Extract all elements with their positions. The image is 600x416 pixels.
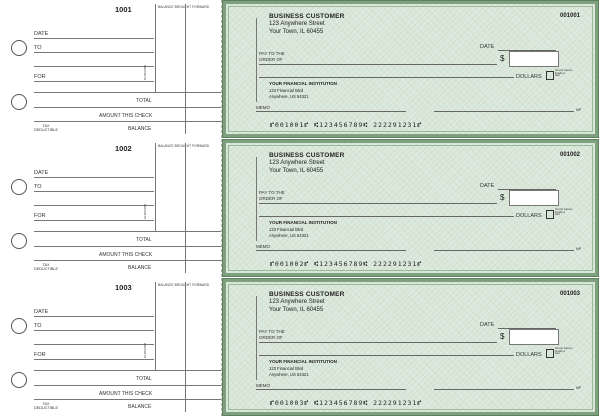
- bank-street: 123 Financial Blvd: [269, 366, 304, 371]
- bank-name: YOUR FINANCIAL INSTITUTION: [269, 359, 337, 364]
- stub-number: 1003: [115, 283, 132, 292]
- total-label: TOTAL: [136, 98, 152, 104]
- memo-label[interactable]: MEMO: [256, 244, 270, 249]
- memo-line: [256, 111, 406, 112]
- stub-line: [34, 107, 221, 108]
- stub-line: [34, 399, 221, 400]
- check-row-1: [0, 0, 600, 138]
- mp-label: MP: [576, 386, 582, 390]
- stub-line: [34, 177, 154, 178]
- stub-line: [34, 52, 154, 53]
- amount-words-line: [259, 216, 514, 217]
- stub-date-label[interactable]: DATE: [34, 170, 49, 176]
- date-label[interactable]: DATE: [480, 322, 495, 328]
- lock-icon: [546, 71, 554, 80]
- amount-box[interactable]: [509, 190, 559, 206]
- stub-line: [34, 359, 154, 360]
- stub-line: [34, 246, 221, 247]
- stub-divider: [155, 282, 156, 370]
- bank-city: Anywhere, US 54321: [269, 94, 309, 99]
- bank-city: Anywhere, US 54321: [269, 233, 309, 238]
- check: [223, 279, 598, 415]
- balance-brought-forward-label: BALANCE BROUGHT FORWARD: [158, 283, 210, 287]
- stub-line: [34, 260, 221, 261]
- memo-label[interactable]: MEMO: [256, 105, 270, 110]
- security-features-text: Security features. Details on back.: [555, 348, 573, 356]
- stub-line: [34, 344, 154, 345]
- stub-line: [34, 205, 154, 206]
- stub-line: [34, 370, 221, 371]
- balance-brought-forward-label: BALANCE BROUGHT FORWARD: [158, 5, 210, 9]
- dollars-label: DOLLARS: [516, 74, 542, 80]
- check-row-3: [0, 278, 600, 416]
- stub-number: 1002: [115, 144, 132, 153]
- binder-hole: [11, 179, 27, 195]
- payee-line: [259, 342, 497, 343]
- stub-for-label[interactable]: FOR: [34, 352, 46, 358]
- order-of-label: ORDER OF: [259, 196, 283, 201]
- stub-line: [34, 231, 221, 232]
- bank-city: Anywhere, US 54321: [269, 372, 309, 377]
- amount-words-line: [259, 77, 514, 78]
- stub-number: 1001: [115, 5, 132, 14]
- balance-label: BALANCE: [128, 404, 152, 410]
- dollar-sign: $: [500, 332, 505, 341]
- company-name: BUSINESS CUSTOMER: [269, 13, 345, 20]
- signature-line: [434, 111, 574, 112]
- dollars-label: DOLLARS: [516, 352, 542, 358]
- dollars-label: DOLLARS: [516, 213, 542, 219]
- binder-hole: [11, 233, 27, 249]
- deposits-label: DEPOSITS: [143, 65, 147, 81]
- date-label[interactable]: DATE: [480, 44, 495, 50]
- company-city: Your Town, IL 60455: [269, 307, 324, 313]
- payee-line: [259, 64, 497, 65]
- pay-to-label: PAY TO THE: [259, 190, 285, 195]
- pay-to-label: PAY TO THE: [259, 329, 285, 334]
- order-of-label: ORDER OF: [259, 335, 283, 340]
- tax-deductible-label: TAX DEDUCTIBLE: [34, 263, 59, 271]
- security-features-text: Security features. Details on back.: [555, 209, 573, 217]
- stub-date-label[interactable]: DATE: [34, 309, 49, 315]
- stub-to-label[interactable]: TO: [34, 184, 42, 190]
- perforation: [221, 139, 222, 277]
- micr-line: ⑈001001⑈ ⑆123456789⑆ 222291231⑈: [270, 121, 423, 129]
- bank-street: 123 Financial Blvd: [269, 227, 304, 232]
- check-stub: [0, 278, 221, 416]
- company-name: BUSINESS CUSTOMER: [269, 152, 345, 159]
- balance-brought-forward-label: BALANCE BROUGHT FORWARD: [158, 144, 210, 148]
- deposits-label: DEPOSITS: [143, 343, 147, 359]
- security-features-text: Security features. Details on back.: [555, 70, 573, 78]
- binder-hole: [11, 94, 27, 110]
- amount-this-check-label: AMOUNT THIS CHECK: [99, 252, 153, 258]
- check-row-2: [0, 139, 600, 277]
- total-label: TOTAL: [136, 237, 152, 243]
- tax-deductible-label: TAX DEDUCTIBLE: [34, 124, 59, 132]
- stub-line: [34, 66, 154, 67]
- order-of-label: ORDER OF: [259, 57, 283, 62]
- mp-label: MP: [576, 108, 582, 112]
- mp-label: MP: [576, 247, 582, 251]
- check-rule: [256, 296, 257, 380]
- stub-divider: [185, 4, 186, 134]
- amount-this-check-label: AMOUNT THIS CHECK: [99, 113, 153, 119]
- memo-label[interactable]: MEMO: [256, 383, 270, 388]
- company-street: 123 Anywhere Street: [269, 299, 325, 305]
- pay-to-label: PAY TO THE: [259, 51, 285, 56]
- check-rule: [256, 18, 257, 102]
- stub-line: [34, 38, 154, 39]
- deposits-label: DEPOSITS: [143, 204, 147, 220]
- memo-line: [256, 250, 406, 251]
- dollar-sign: $: [500, 193, 505, 202]
- stub-to-label[interactable]: TO: [34, 323, 42, 329]
- stub-line: [34, 316, 154, 317]
- stub-for-label[interactable]: FOR: [34, 74, 46, 80]
- payee-line: [259, 203, 497, 204]
- stub-line: [34, 121, 221, 122]
- company-name: BUSINESS CUSTOMER: [269, 291, 345, 298]
- memo-line: [256, 389, 406, 390]
- balance-label: BALANCE: [128, 265, 152, 271]
- bank-name: YOUR FINANCIAL INSTITUTION: [269, 81, 337, 86]
- stub-divider: [185, 282, 186, 412]
- binder-hole: [11, 318, 27, 334]
- stub-line: [34, 92, 221, 93]
- stub-line: [34, 330, 154, 331]
- stub-divider: [155, 143, 156, 231]
- perforation: [221, 278, 222, 416]
- date-label[interactable]: DATE: [480, 183, 495, 189]
- total-label: TOTAL: [136, 376, 152, 382]
- micr-line: ⑈001003⑈ ⑆123456789⑆ 222291231⑈: [270, 399, 423, 407]
- stub-line: [34, 191, 154, 192]
- bank-name: YOUR FINANCIAL INSTITUTION: [269, 220, 337, 225]
- stub-line: [34, 81, 154, 82]
- company-street: 123 Anywhere Street: [269, 160, 325, 166]
- stub-line: [34, 385, 221, 386]
- balance-label: BALANCE: [128, 126, 152, 132]
- lock-icon: [546, 349, 554, 358]
- tax-deductible-label: TAX DEDUCTIBLE: [34, 402, 59, 410]
- check-number: 001003: [560, 291, 581, 297]
- amount-box[interactable]: [509, 51, 559, 67]
- stub-to-label[interactable]: TO: [34, 45, 42, 51]
- check: [223, 140, 598, 276]
- bank-street: 123 Financial Blvd: [269, 88, 304, 93]
- amount-this-check-label: AMOUNT THIS CHECK: [99, 391, 153, 397]
- signature-line: [434, 250, 574, 251]
- binder-hole: [11, 40, 27, 56]
- stub-divider: [185, 143, 186, 273]
- amount-words-line: [259, 355, 514, 356]
- check-stub: [0, 139, 221, 277]
- check-rule: [256, 157, 257, 241]
- check-number: 001002: [560, 152, 581, 158]
- signature-line: [434, 389, 574, 390]
- check: [223, 1, 598, 137]
- stub-date-label[interactable]: DATE: [34, 31, 49, 37]
- company-city: Your Town, IL 60455: [269, 168, 324, 174]
- perforation: [221, 0, 222, 138]
- company-street: 123 Anywhere Street: [269, 21, 325, 27]
- stub-line: [34, 220, 154, 221]
- lock-icon: [546, 210, 554, 219]
- stub-divider: [155, 4, 156, 92]
- company-city: Your Town, IL 60455: [269, 29, 324, 35]
- binder-hole: [11, 372, 27, 388]
- check-stub: [0, 0, 221, 138]
- micr-line: ⑈001002⑈ ⑆123456789⑆ 222291231⑈: [270, 260, 423, 268]
- stub-for-label[interactable]: FOR: [34, 213, 46, 219]
- amount-box[interactable]: [509, 329, 559, 345]
- dollar-sign: $: [500, 54, 505, 63]
- check-number: 001001: [560, 13, 581, 19]
